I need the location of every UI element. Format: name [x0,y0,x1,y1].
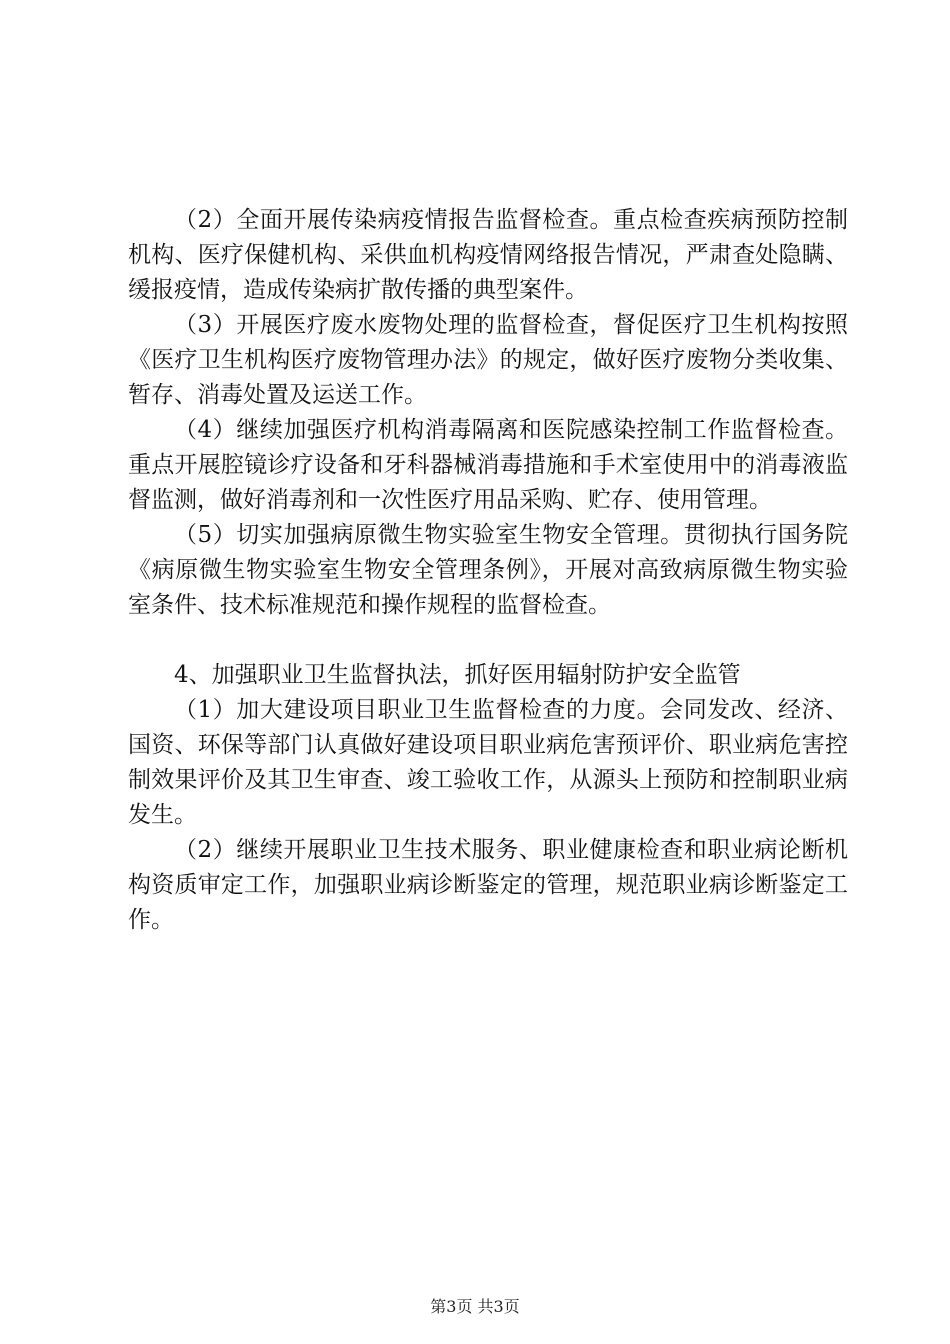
paragraph-item-2: （2）全面开展传染病疫情报告监督检查。重点检查疾病预防控制机构、医疗保健机构、采供血机构疫情网络报告情况，严肃查处隐瞒、缓报疫情，造成传染病扩散传播的典型案件。 [128,207,848,303]
paragraph-item-1-occupational: （1）加大建设项目职业卫生监督检查的力度。会同发改、经济、国资、环保等部门认真做好建设项目职业病危害预评价、职业病危害控制效果评价及其卫生审查、竣工验收工作，从源头上预防和控制职业病发生。 [128,697,848,828]
paragraph-item-3: （3）开展医疗废水废物处理的监督检查，督促医疗卫生机构按照《医疗卫生机构医疗废物管理办法》的规定，做好医疗废物分类收集、暂存、消毒处置及运送工作。 [128,312,848,408]
paragraph-item-5: （5）切实加强病原微生物实验室生物安全管理。贯彻执行国务院《病原微生物实验室生物安全管理条例》，开展对高致病原微生物实验室条件、技术标准规范和操作规程的监督检查。 [128,522,848,618]
section-heading: 4、加强职业卫生监督执法，抓好医用辐射防护安全监管 [174,662,741,688]
page-footer: 第3页 共3页 [430,1297,520,1316]
paragraph-item-4: （4）继续加强医疗机构消毒隔离和医院感染控制工作监督检查。重点开展腔镜诊疗设备和牙科器械消毒措施和手术室使用中的消毒液监督监测，做好消毒剂和一次性医疗用品采购、贮存、使用管理。 [128,417,848,513]
document-body [128,203,848,938]
paragraph-item-2-occupational: （2）继续开展职业卫生技术服务、职业健康检查和职业病论断机构资质审定工作，加强职业病诊断鉴定的管理，规范职业病诊断鉴定工作。 [128,837,848,933]
